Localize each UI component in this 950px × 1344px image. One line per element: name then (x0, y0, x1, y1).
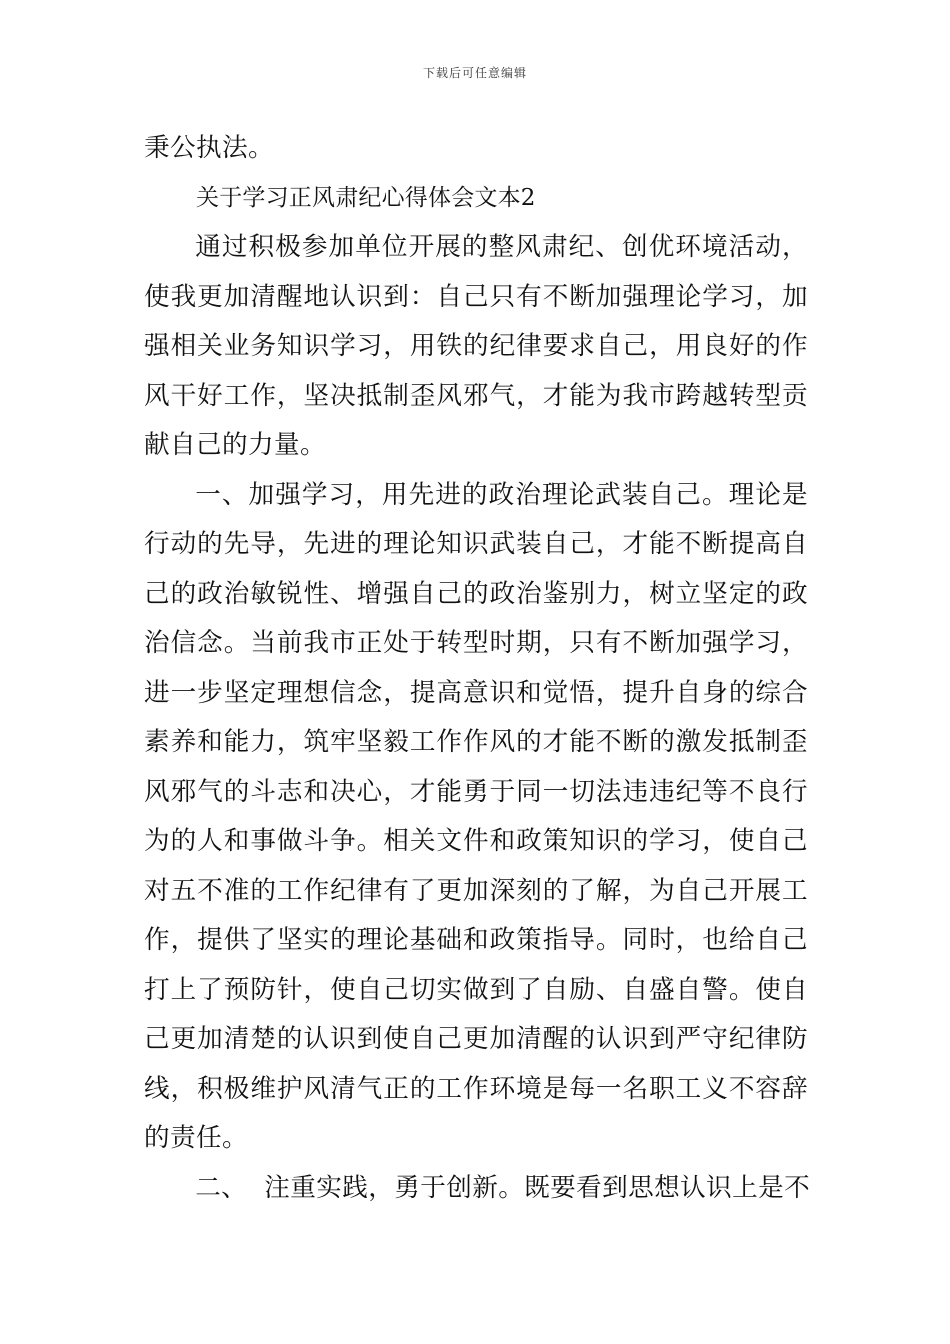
page-header: 下载后可任意编辑 (422, 66, 527, 80)
section-title: 关于学习正风肃纪心得体会文本2 (196, 184, 536, 211)
paragraph-intro: 通过积极参加单位开展的整风肃纪、创优环境活动，使我更加清醒地认识到：自己只有不断加强理论学习，加强相关业务知识学习，用铁的纪律要求自己，用良好的作风干好工作，坚决抵制歪风邪气，才能为我市跨越转型贡献自己的力量。 (144, 232, 808, 460)
paragraph-continuation: 秉公执法。 (144, 133, 274, 163)
document-body (144, 124, 811, 1213)
paragraph-point-one: 一、加强学习，用先进的政治理论武装自己。理论是行动的先导，先进的理论知识武装自己，才能不断提高自己的政治敏锐性、增强自己的政治鉴别力，树立坚定的政治信念。当前我市正处于转型时期，只有不断加强学习，进一步坚定理想信念，提高意识和觉悟，提升自身的综合素养和能力，筑牢坚毅工作作风的才能不断的激发抵制歪风邪气的斗志和决心，才能勇于同一切法违违纪等不良行为的人和事做斗争。相关文件和政策知识的学习，使自己对五不准的工作纪律有了更加深刻的了解，为自己开展工作，提供了坚实的理论基础和政策指导。同时，也给自己打上了预防针，使自己切实做到了自励、自盛自警。使自己更加清楚的认识到使自己更加清醒的认识到严守纪律防线，积极维护风清气正的工作环境是每一名职工义不容辞的责任。 (144, 479, 808, 1153)
paragraph-point-two: 二、 注重实践，勇于创新。既要看到思想认识上是不 (195, 1172, 811, 1203)
